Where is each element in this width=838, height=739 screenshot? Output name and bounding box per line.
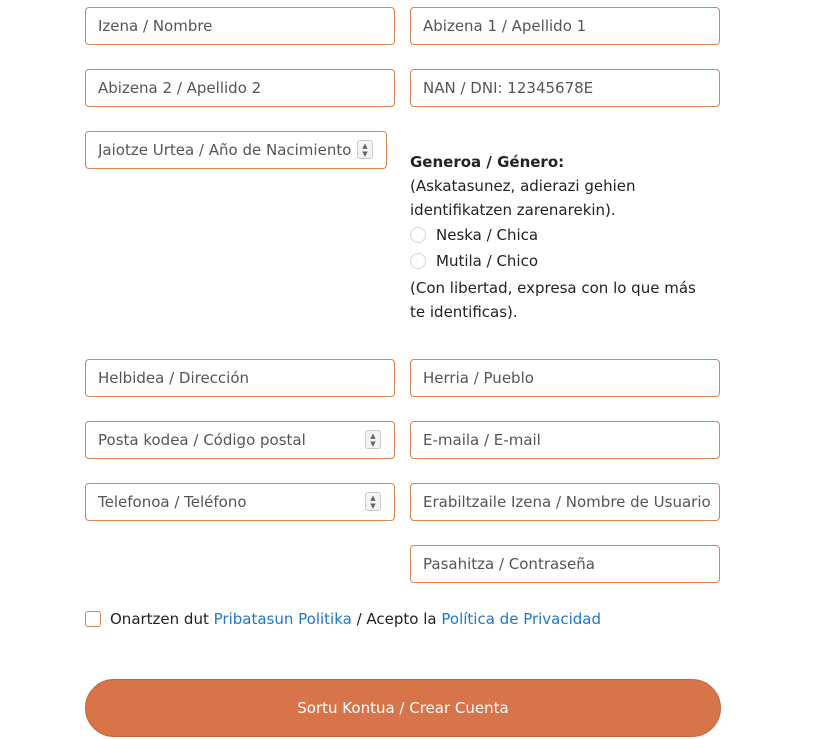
consent-middle: / Acepto la: [356, 610, 437, 628]
privacy-consent: [85, 610, 601, 628]
chevron-up-icon[interactable]: ▲: [370, 431, 376, 440]
birth-year-stepper[interactable]: [357, 140, 373, 159]
gender-title: Generoa / Género:: [410, 153, 565, 171]
radio-male[interactable]: [410, 253, 426, 269]
last-name-1-input[interactable]: [410, 7, 720, 45]
email-input[interactable]: [410, 421, 720, 459]
postal-code-stepper[interactable]: [365, 430, 381, 449]
dni-input[interactable]: [410, 69, 720, 107]
gender-option-label: Mutila / Chico: [436, 252, 539, 270]
gender-option-female[interactable]: [410, 222, 710, 248]
chevron-down-icon[interactable]: ▼: [370, 501, 376, 510]
chevron-up-icon[interactable]: ▲: [362, 141, 368, 150]
chevron-up-icon[interactable]: ▲: [370, 493, 376, 502]
chevron-down-icon[interactable]: ▼: [370, 439, 376, 448]
username-input[interactable]: [410, 483, 720, 521]
address-input[interactable]: [85, 359, 395, 397]
gender-note-eu: (Askatasunez, adierazi gehien identifikatzen zarenarekin).: [410, 177, 636, 219]
postal-code-field: [85, 421, 395, 459]
phone-input[interactable]: [85, 483, 395, 521]
privacy-checkbox[interactable]: [85, 611, 101, 627]
phone-stepper[interactable]: [365, 492, 381, 511]
gender-note-es: (Con libertad, expresa con lo que más te identificas).: [410, 279, 696, 321]
birth-year-input[interactable]: [85, 131, 387, 169]
postal-code-input[interactable]: [85, 421, 395, 459]
password-input[interactable]: [410, 545, 720, 583]
birth-year-field: [85, 131, 387, 169]
gender-option-label: Neska / Chica: [436, 226, 539, 244]
radio-female[interactable]: [410, 227, 426, 243]
gender-group: [410, 150, 710, 324]
create-account-button[interactable]: Sortu Kontua / Crear Cuenta: [85, 679, 721, 737]
privacy-policy-link-eu[interactable]: Pribatasun Politika: [213, 610, 352, 628]
consent-prefix: Onartzen dut: [110, 610, 209, 628]
last-name-2-input[interactable]: [85, 69, 395, 107]
first-name-input[interactable]: [85, 7, 395, 45]
phone-field: [85, 483, 395, 521]
gender-option-male[interactable]: [410, 248, 710, 274]
privacy-policy-link-es[interactable]: Política de Privacidad: [441, 610, 602, 628]
town-input[interactable]: [410, 359, 720, 397]
chevron-down-icon[interactable]: ▼: [362, 149, 368, 158]
